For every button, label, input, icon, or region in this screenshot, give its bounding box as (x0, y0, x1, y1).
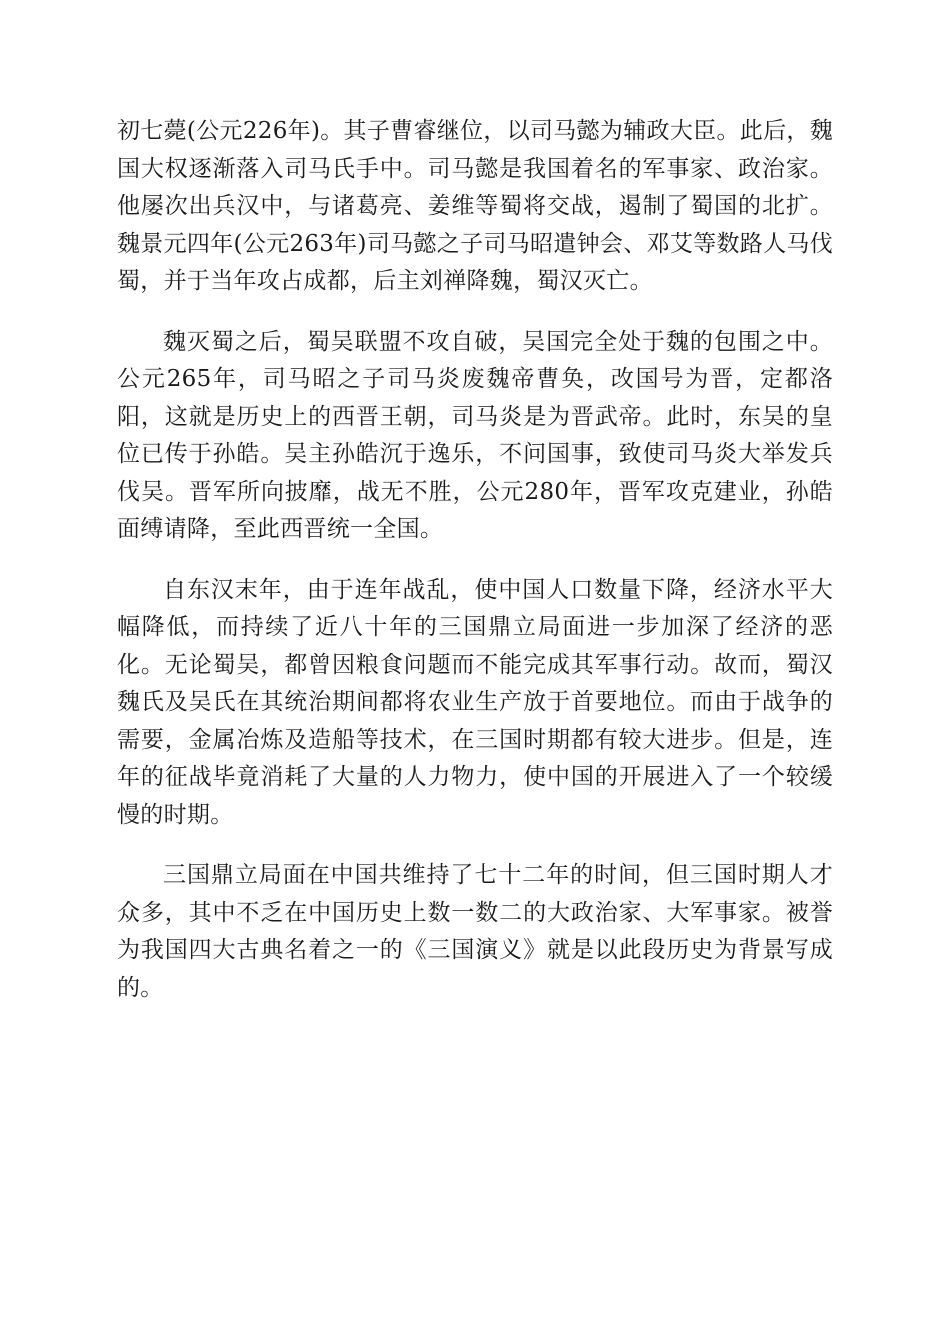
paragraph-three-kingdoms-legacy: 三国鼎立局面在中国共维持了七十二年的时间，但三国时期人才众多，其中不乏在中国历史上数一数二的大政治家、大军事家。被誉为我国四大古典名着之一的《三国演义》就是以此段历史为背景写成的。 (117, 862, 833, 1001)
paragraph-economy: 自东汉末年，由于连年战乱，使中国人口数量下降，经济水平大幅降低，而持续了近八十年的三国鼎立局面进一步加深了经济的恶化。无论蜀吴，都曾因粮食问题而不能完成其军事行动。故而，蜀汉魏氏及吴氏在其统治期间都将农业生产放于首要地位。而由于战争的需要，金属冶炼及造船等技术，在三国时期都有较大进步。但是，连年的征战毕竟消耗了大量的人力物力，使中国的开展进入了一个较缓慢的时期。 (117, 576, 833, 828)
paragraph-wei-conquers-shu: 魏灭蜀之后，蜀吴联盟不攻自破，吴国完全处于魏的包围之中。公元265年，司马昭之子司马炎废魏帝曹奂，改国号为晋，定都洛阳，这就是历史上的西晋王朝，司马炎是为晋武帝。此时，东吴的皇位已传于孙皓。吴主孙皓沉于逸乐，不问国事，致使司马炎大举发兵伐吴。晋军所向披靡，战无不胜，公元280年，晋军攻克建业，孙皓面缚请降，至此西晋统一全国。 (117, 328, 833, 542)
document-body (117, 113, 833, 1030)
paragraph-continuation: 初七薨(公元226年)。其子曹睿继位，以司马懿为辅政大臣。此后，魏国大权逐渐落入司马氏手中。司马懿是我国着名的军事家、政治家。他屡次出兵汉中，与诸葛亮、姜维等蜀将交战，遏制了蜀国的北扩。魏景元四年(公元263年)司马懿之子司马昭遣钟会、邓艾等数路人马伐蜀，并于当年攻占成都，后主刘禅降魏，蜀汉灭亡。 (117, 118, 833, 294)
